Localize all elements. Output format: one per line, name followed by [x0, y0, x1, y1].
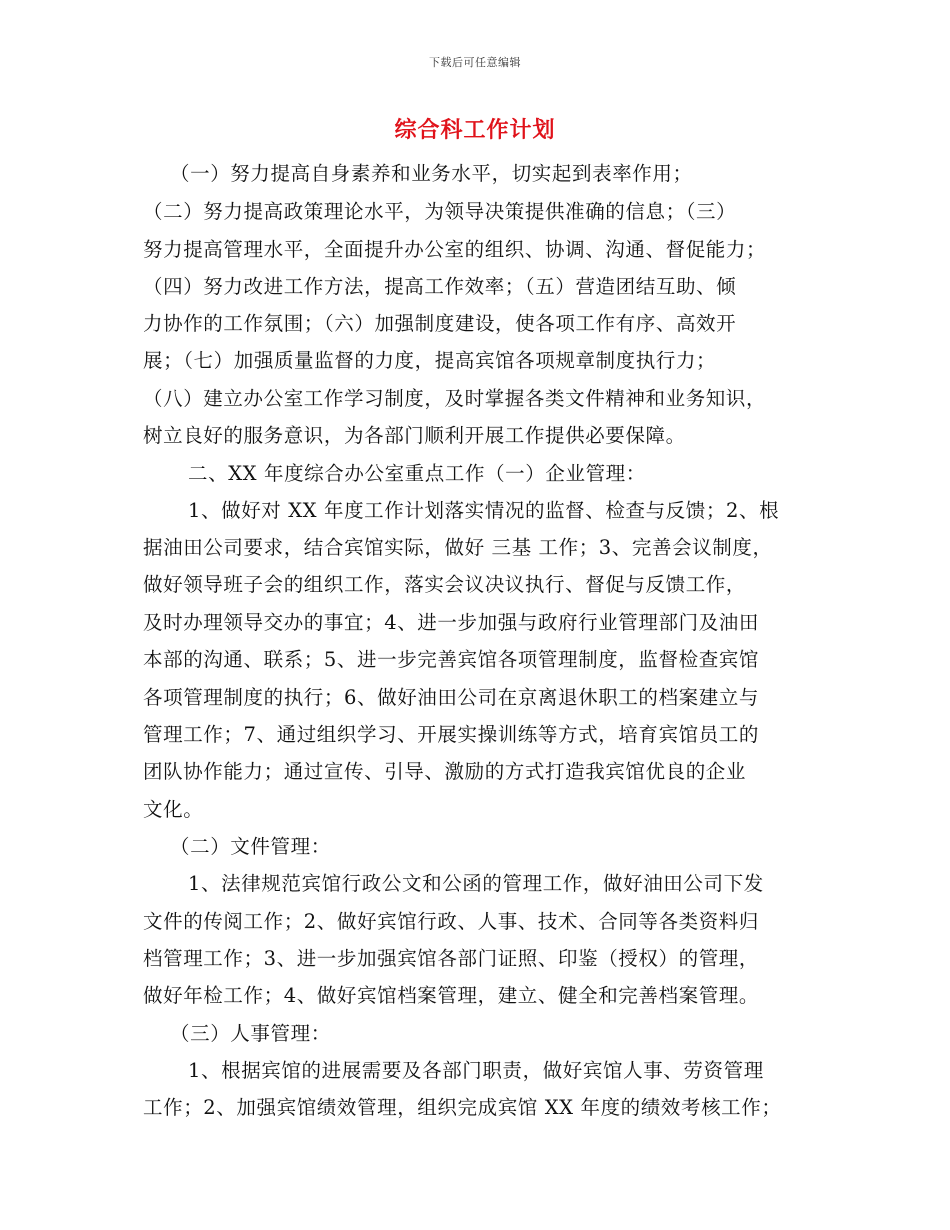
paragraph-line: 树立良好的服务意识，为各部门顺利开展工作提供必要保障。 — [143, 424, 686, 447]
paragraph-line: 及时办理领导交办的事宜；4、进一步加强与政府行业管理部门及油田 — [143, 611, 760, 634]
section-heading: （三）人事管理： — [170, 1022, 331, 1045]
paragraph-line: 据油田公司要求，结合宾馆实际，做好 三基 工作；3、完善会议制度， — [143, 536, 773, 559]
paragraph-line: 1、做好对 XX 年度工作计划落实情况的监督、检查与反馈；2、根 — [188, 499, 780, 522]
paragraph-line: 做好年检工作；4、做好宾馆档案管理，建立、健全和完善档案管理。 — [143, 984, 760, 1007]
document-title: 综合科工作计划 — [394, 118, 556, 143]
paragraph-line: 文件的传阅工作；2、做好宾馆行政、人事、技术、合同等各类资料归 — [143, 910, 760, 933]
header-note: 下载后可任意编辑 — [429, 56, 521, 69]
paragraph-line: 工作；2、加强宾馆绩效管理，组织完成宾馆 XX 年度的绩效考核工作； — [143, 1096, 782, 1119]
paragraph-line: 努力提高管理水平，全面提升办公室的组织、协调、沟通、督促能力； — [143, 238, 767, 261]
paragraph-line: 展；（七）加强质量监督的力度，提高宾馆各项规章制度执行力； — [143, 349, 717, 372]
paragraph-line: 力协作的工作氛围；（六）加强制度建设，使各项工作有序、高效开 — [143, 312, 737, 335]
paragraph-line: 各项管理制度的执行；6、做好油田公司在京离退休职工的档案建立与 — [143, 686, 760, 709]
paragraph-line: （一）努力提高自身素养和业务水平，切实起到表率作用； — [170, 162, 693, 185]
paragraph-line: 本部的沟通、联系；5、进一步完善宾馆各项管理制度，监督检查宾馆 — [143, 648, 760, 671]
paragraph-line: 做好领导班子会的组织工作，落实会议决议执行、督促与反馈工作， — [143, 573, 747, 596]
paragraph-line: 管理工作；7、通过组织学习、开展实操训练等方式，培育宾馆员工的 — [143, 723, 760, 746]
paragraph-line: 团队协作能力；通过宣传、引导、激励的方式打造我宾馆优良的企业 — [143, 760, 747, 783]
section-heading: （二）文件管理： — [170, 835, 331, 858]
paragraph-line: （四）努力改进工作方法，提高工作效率；（五）营造团结互助、倾 — [143, 275, 737, 298]
paragraph-line: 文化。 — [143, 798, 204, 821]
paragraph-line: （八）建立办公室工作学习制度，及时掌握各类文件精神和业务知识， — [143, 387, 767, 410]
section-heading: 二、XX 年度综合办公室重点工作（一）企业管理： — [188, 462, 646, 485]
paragraph-line: 1、法律规范宾馆行政公文和公函的管理工作，做好油田公司下发 — [188, 872, 764, 895]
paragraph-line: 档管理工作；3、进一步加强宾馆各部门证照、印鉴（授权）的管理， — [143, 947, 760, 970]
paragraph-line: 1、根据宾馆的进展需要及各部门职责，做好宾馆人事、劳资管理 — [188, 1059, 764, 1082]
paragraph-line: （二）努力提高政策理论水平，为领导决策提供准确的信息；（三） — [143, 200, 737, 223]
